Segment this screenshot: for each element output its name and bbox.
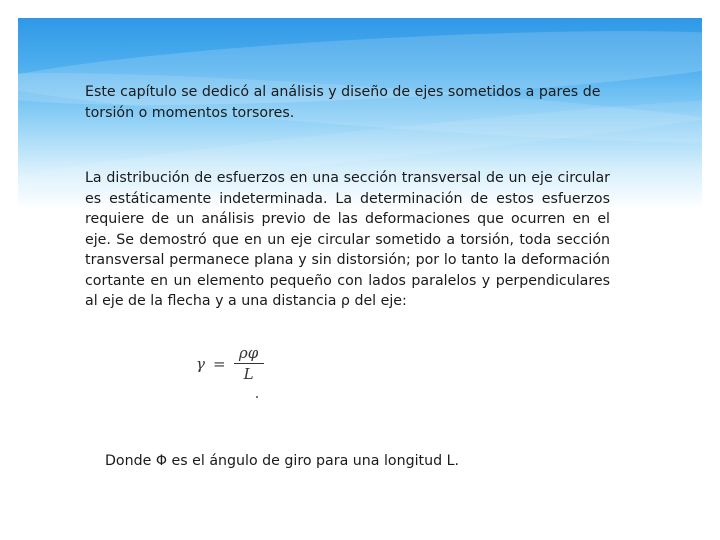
formula-denominator: L: [243, 365, 254, 383]
definition-paragraph: Donde Φ es el ángulo de giro para una longitud L.: [105, 453, 460, 469]
formula-lhs: γ: [196, 354, 205, 373]
formula-fraction: [234, 344, 264, 383]
shear-strain-formula: [196, 344, 264, 383]
formula-equals: =: [212, 354, 226, 373]
formula-numerator: ρφ: [238, 344, 259, 362]
body-paragraph: La distribución de esfuerzos en una sección transversal de un eje circular es estáticamente indeterminada. La determinación de estos esfuerzos requiere de un análisis previo de las deformaciones que ocurren en el eje. Se demostró que en un eje circular sometido a torsión, toda sección transversal permanece plana y sin distorsión; por lo tanto la deformación cortante en un elemento pequeño con lados paralelos y perpendiculares al eje de la flecha y a una distancia ρ del eje:: [85, 170, 610, 309]
fraction-bar: [234, 363, 264, 364]
stray-dot: [256, 396, 258, 398]
intro-paragraph: Este capítulo se dedicó al análisis y diseño de ejes sometidos a pares de torsión o momentos torsores.: [85, 84, 601, 121]
